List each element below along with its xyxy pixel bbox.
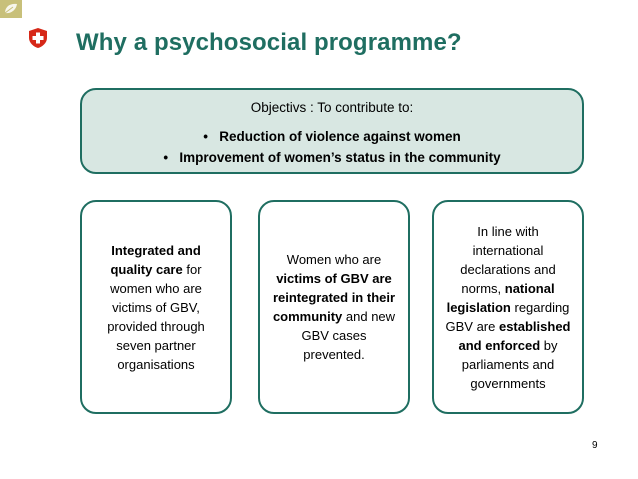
outcome-card-care: [80, 200, 232, 414]
objectives-list: [82, 126, 582, 168]
objective-text: Improvement of women’s status in the community: [179, 150, 501, 165]
objectives-box: [80, 88, 584, 174]
objectives-heading: Objectivs : To contribute to:: [250, 100, 414, 115]
card-text: [444, 222, 572, 393]
card-text-part: Women who are: [286, 252, 382, 267]
card-text: [270, 250, 398, 364]
outcome-card-legislation: [432, 200, 584, 414]
objective-item: • Reduction of violence against women: [203, 129, 461, 144]
card-emphasis: victims of GBV are reintegrated in their community: [272, 271, 396, 324]
leaf-icon: [0, 0, 22, 18]
objective-item: • Improvement of women’s status in the community: [163, 150, 501, 165]
card-text-part: In line with international declarations and norms,: [460, 223, 556, 296]
card-text-part: for women who are victims of GBV, provided through seven partner organisations: [107, 261, 205, 372]
outcome-card-reintegration: [258, 200, 410, 414]
card-emphasis: national legislation: [446, 280, 555, 315]
card-text: [92, 241, 220, 374]
card-text-part: by parliaments and governments: [461, 337, 558, 391]
card-emphasis: Integrated and quality care: [110, 242, 201, 277]
objective-text: Reduction of violence against women: [219, 129, 461, 144]
card-text-part: regarding GBV are: [445, 299, 570, 334]
page-number: 9: [592, 440, 598, 451]
page-title: Why a psychosocial programme?: [76, 29, 462, 56]
card-text-part: and new GBV cases prevented.: [301, 309, 396, 362]
swiss-flag-icon: [27, 27, 49, 49]
card-emphasis: established and enforced: [458, 318, 571, 353]
